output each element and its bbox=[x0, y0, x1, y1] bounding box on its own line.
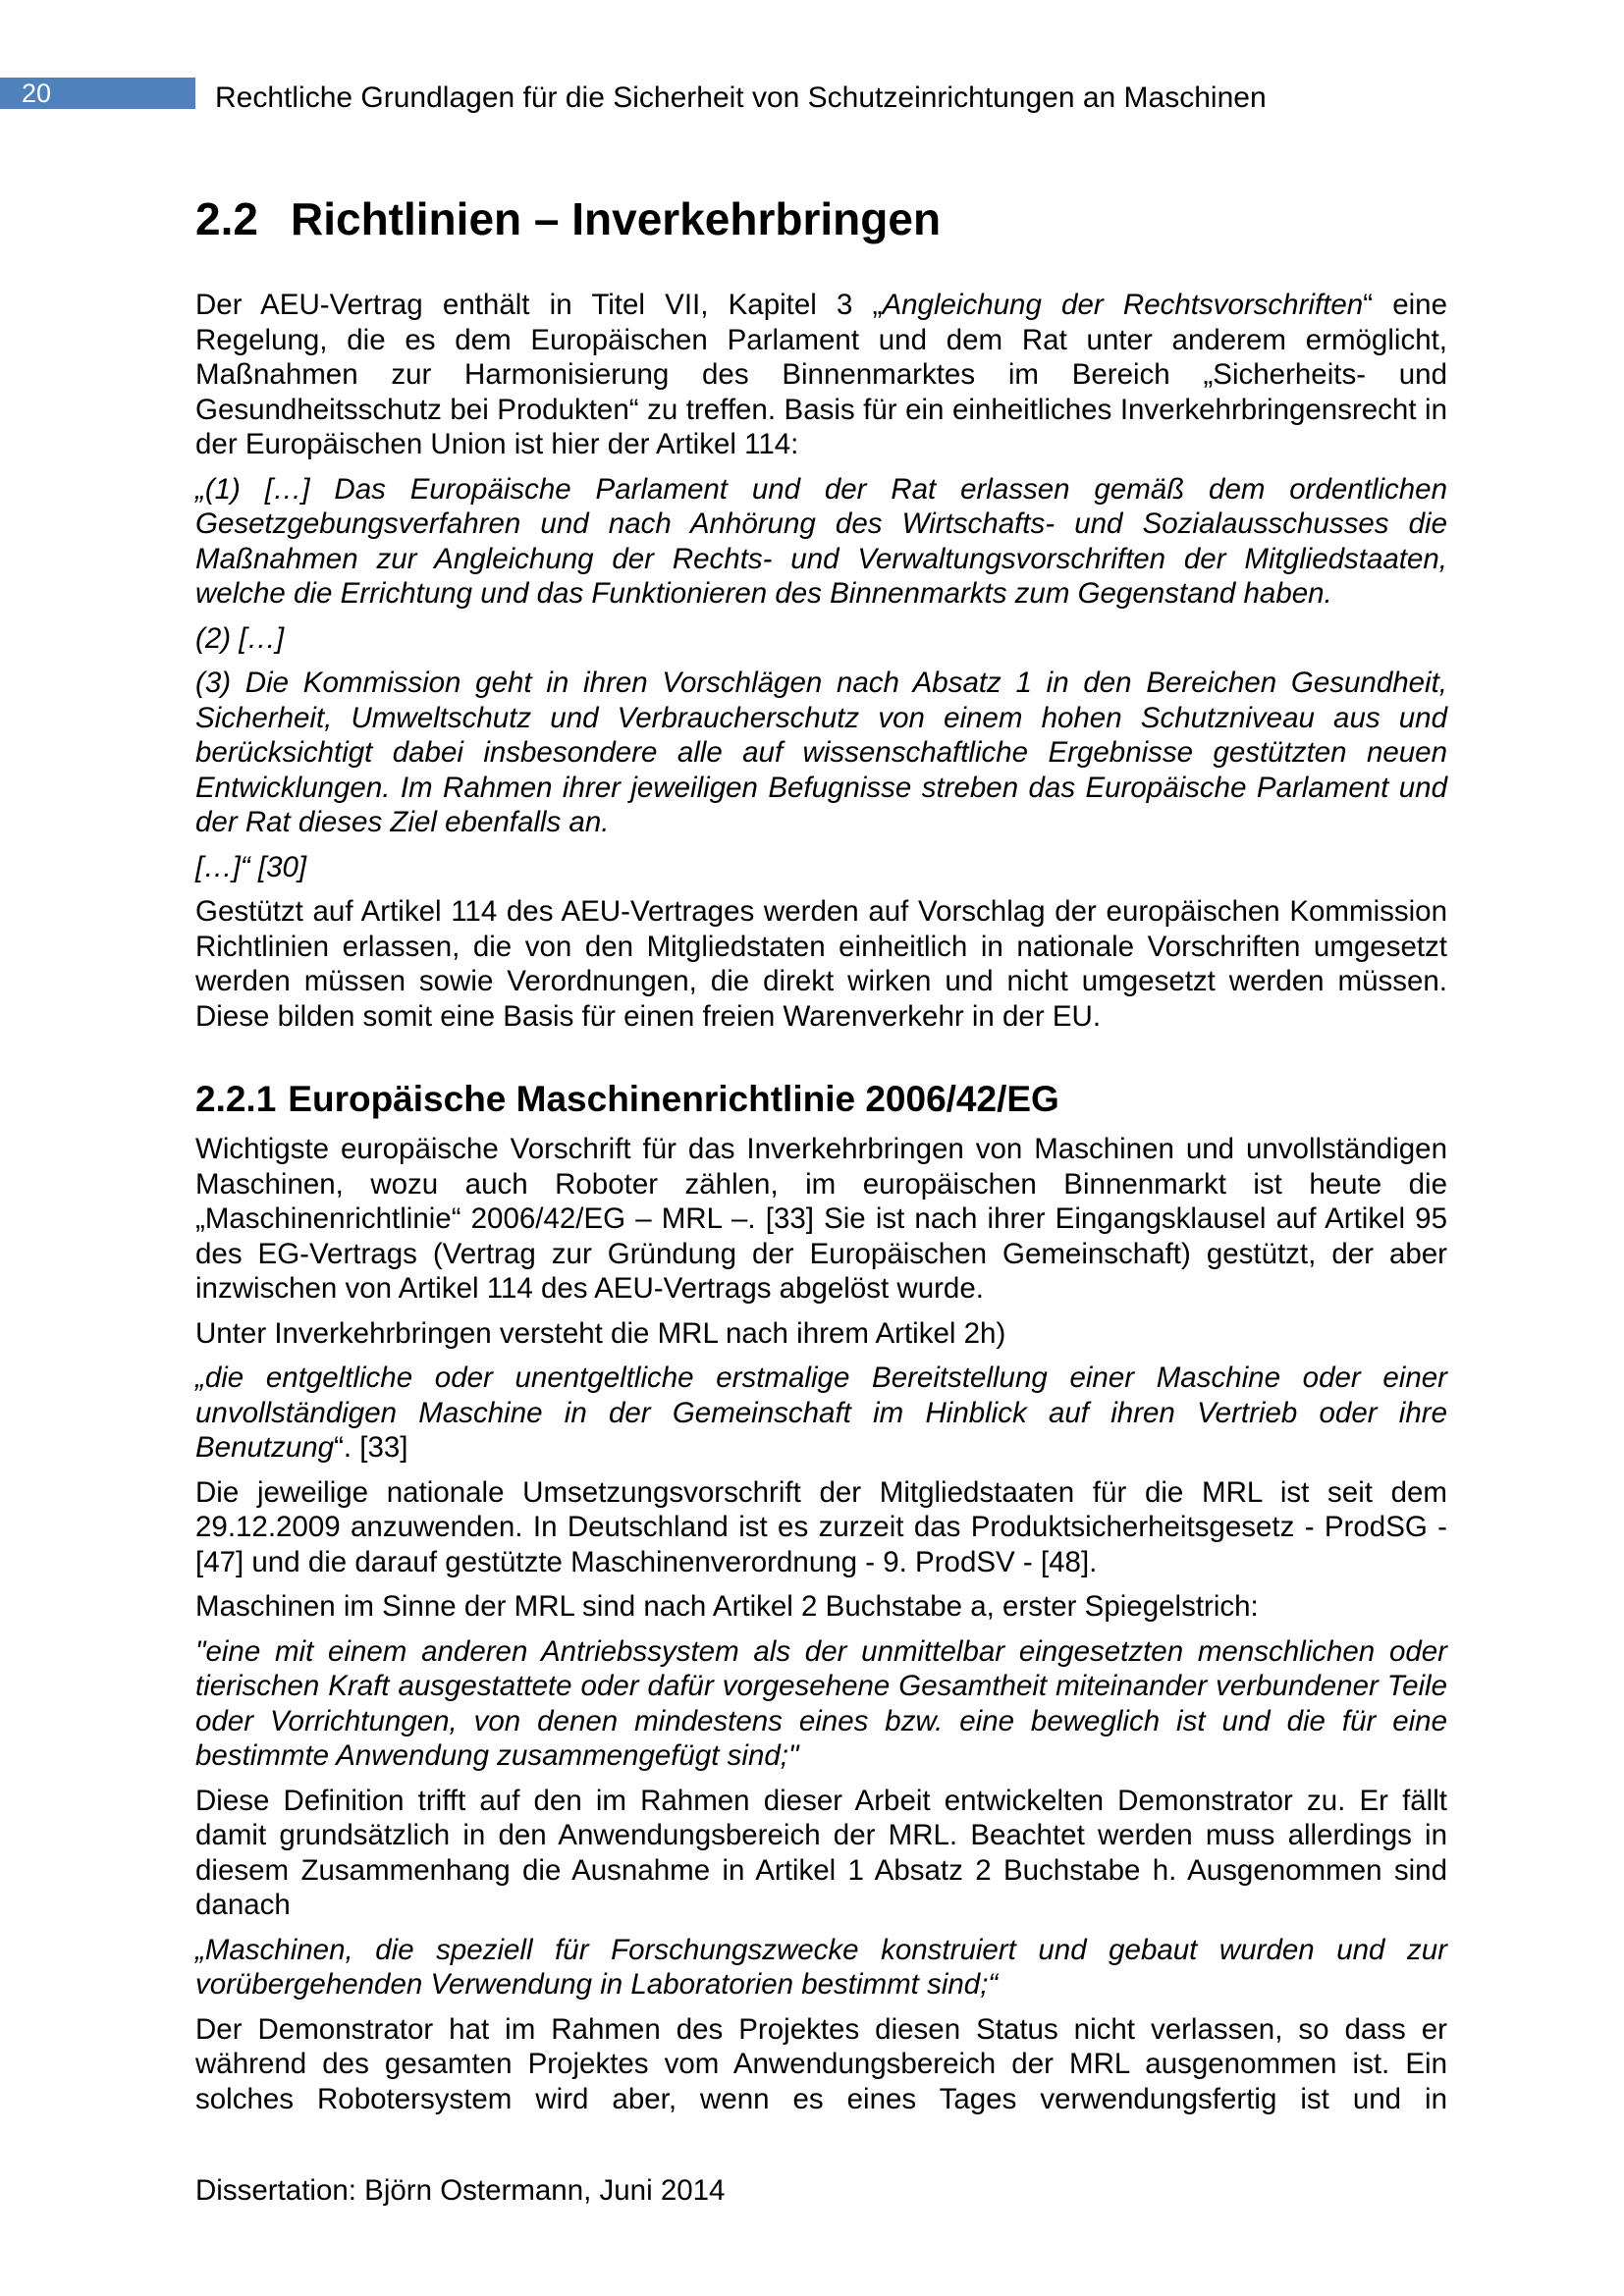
text-run: Der AEU-Vertrag enthält in Titel VII, Kapitel 3 „ bbox=[195, 289, 883, 321]
subsection-paragraph-1: Wichtigste europäische Vorschrift für das Inverkehrbringen von Maschinen und unvollständigen Maschinen, wozu auch Roboter zählen, im europäischen Binnenmarkt ist heute die „Maschinenrichtlinie“ 2006/42/EG – MRL –. [33] Sie ist nach ihrer Eingangsklausel auf Artikel 95 des EG-Vertrags (Vertrag zur Gründung der Europäischen Gemeinschaft) gestützt, der aber inzwischen von Artikel 114 des AEU-Vertrags abgelöst wurde. bbox=[195, 1133, 1447, 1305]
text-run: “ eine Regelung, die es dem Europäischen Parlament und dem Rat unter anderem ermöglicht, Maßnahmen zur Harmonisierung des Binnenmarktes im Bereich „Sicherheits- und Gesundheitsschutz bei Produkten“ zu treffen. Basis für ein einheitliches Inverkehrbringensrecht in der Europäischen Union ist hier der Artikel 114: bbox=[195, 289, 1447, 460]
section-paragraph-2: Gestützt auf Artikel 114 des AEU-Vertrages werden auf Vorschlag der europäischen Kommission Richtlinien erlassen, die von den Mitgliedstaten einheitlich in nationale Vorschriften umgesetzt werden müssen sowie Verordnungen, die direkt wirken und nicht umgesetzt werden müssen. Diese bilden somit eine Basis für einen freien Warenverkehr in der EU. bbox=[195, 895, 1447, 1033]
section-intro-paragraph bbox=[195, 288, 1447, 462]
quote-article-114-end: […]“ [30] bbox=[195, 850, 307, 883]
quote-article-114-para-2: (2) […] bbox=[195, 621, 285, 655]
quote-article-114-para-3: (3) Die Kommission geht in ihren Vorschlägen nach Absatz 1 in den Bereichen Gesundheit, Sicherheit, Umweltschutz und Verbraucherschutz von einem hohen Schutzniveau aus und berücksichtigt dabei insbesondere alle auf wissenschaftliche Ergebnisse gestützten neuen Entwicklungen. Im Rahmen ihrer jeweiligen Befugnisse streben das Europäische Parlament und der Rat dieses Ziel ebenfalls an. bbox=[195, 667, 1447, 838]
quote-research-exception: „Maschinen, die speziell für Forschungszwecke konstruiert und gebaut wurden und zur vorübergehenden Verwendung in Laboratorien bestimmt sind;“ bbox=[195, 1933, 1447, 2001]
subsection-paragraph-4: Maschinen im Sinne der MRL sind nach Artikel 2 Buchstabe a, erster Spiegelstrich: bbox=[195, 1590, 1259, 1623]
emphasis-run: Angleichung der Rechtsvorschriften bbox=[882, 289, 1364, 321]
subsection-heading bbox=[195, 1076, 1447, 1123]
running-title: Rechtliche Grundlagen für die Sicherheit von Schutzeinrichtungen an Maschinen bbox=[215, 81, 1267, 114]
subsection-paragraph-6: Der Demonstrator hat im Rahmen des Projektes diesen Status nicht verlassen, so dass er während des gesamten Projektes vom Anwendungsbereich der MRL ausgenommen ist. Ein solches Robotersystem wird aber, wenn es eines Tages verwendungsfertig ist und in bbox=[195, 2012, 1447, 2115]
subsection-title: Europäische Maschinenrichtlinie 2006/42/EG bbox=[288, 1079, 1059, 1119]
section-title: Richtlinien – Inverkehrbringen bbox=[291, 193, 942, 244]
emphasis-run: „die entgeltliche oder unentgeltliche erstmalige Bereitstellung einer Maschine oder einer unvollständigen Maschine in der Gemeinschaft im Hinblick auf ihren Vertrieb oder ihre Benutzung bbox=[195, 1362, 1447, 1464]
subsection-paragraph-3: Die jeweilige nationale Umsetzungsvorschrift der Mitgliedstaaten für die MRL ist seit dem 29.12.2009 anzuwenden. In Deutschland ist es zurzeit das Produktsicherheitsgesetz - ProdSG - [47] und die darauf gestützte Maschinenverordnung - 9. ProdSV - [48]. bbox=[195, 1475, 1447, 1578]
page-number: 20 bbox=[0, 78, 195, 109]
quote-machine-definition: "eine mit einem anderen Antriebssystem als der unmittelbar eingesetzten menschlichen oder tierischen Kraft ausgestattete oder dafür vorgesehene Gesamtheit miteinander verbundener Teile oder Vorrichtungen, von denen mindestens eines bzw. eine beweglich ist und die für eine bestimmte Anwendung zusammengefügt sind;" bbox=[195, 1634, 1447, 1772]
subsection-number: 2.2.1 bbox=[195, 1079, 277, 1119]
subsection-paragraph-5: Diese Definition trifft auf den im Rahmen dieser Arbeit entwickelten Demonstrator zu. Er fällt damit grundsätzlich in den Anwendungsbereich der MRL. Beachtet werden muss allerdings in diesem Zusammenhang die Ausnahme in Artikel 1 Absatz 2 Buchstabe h. Ausgenommen sind danach bbox=[195, 1784, 1447, 1921]
text-run: “. [33] bbox=[334, 1431, 408, 1464]
subsection-paragraph-2: Unter Inverkehrbringen versteht die MRL nach ihrem Artikel 2h) bbox=[195, 1316, 1006, 1350]
section-heading bbox=[195, 191, 1447, 246]
section-number: 2.2 bbox=[195, 193, 258, 244]
quote-inverkehrbringen-definition bbox=[195, 1361, 1447, 1466]
quote-article-114-para-1: „(1) […] Das Europäische Parlament und der Rat erlassen gemäß dem ordentlichen Gesetzgebungsverfahren und nach Anhörung des Wirtschafts- und Sozialausschusses die Maßnahmen zur Angleichung der Rechts- und Verwaltungsvorschriften der Mitgliedstaaten, welche die Errichtung und das Funktionieren des Binnenmarkts zum Gegenstand haben. bbox=[195, 472, 1447, 610]
page-footer: Dissertation: Björn Ostermann, Juni 2014 bbox=[195, 2174, 726, 2207]
page-body bbox=[195, 191, 1447, 2126]
